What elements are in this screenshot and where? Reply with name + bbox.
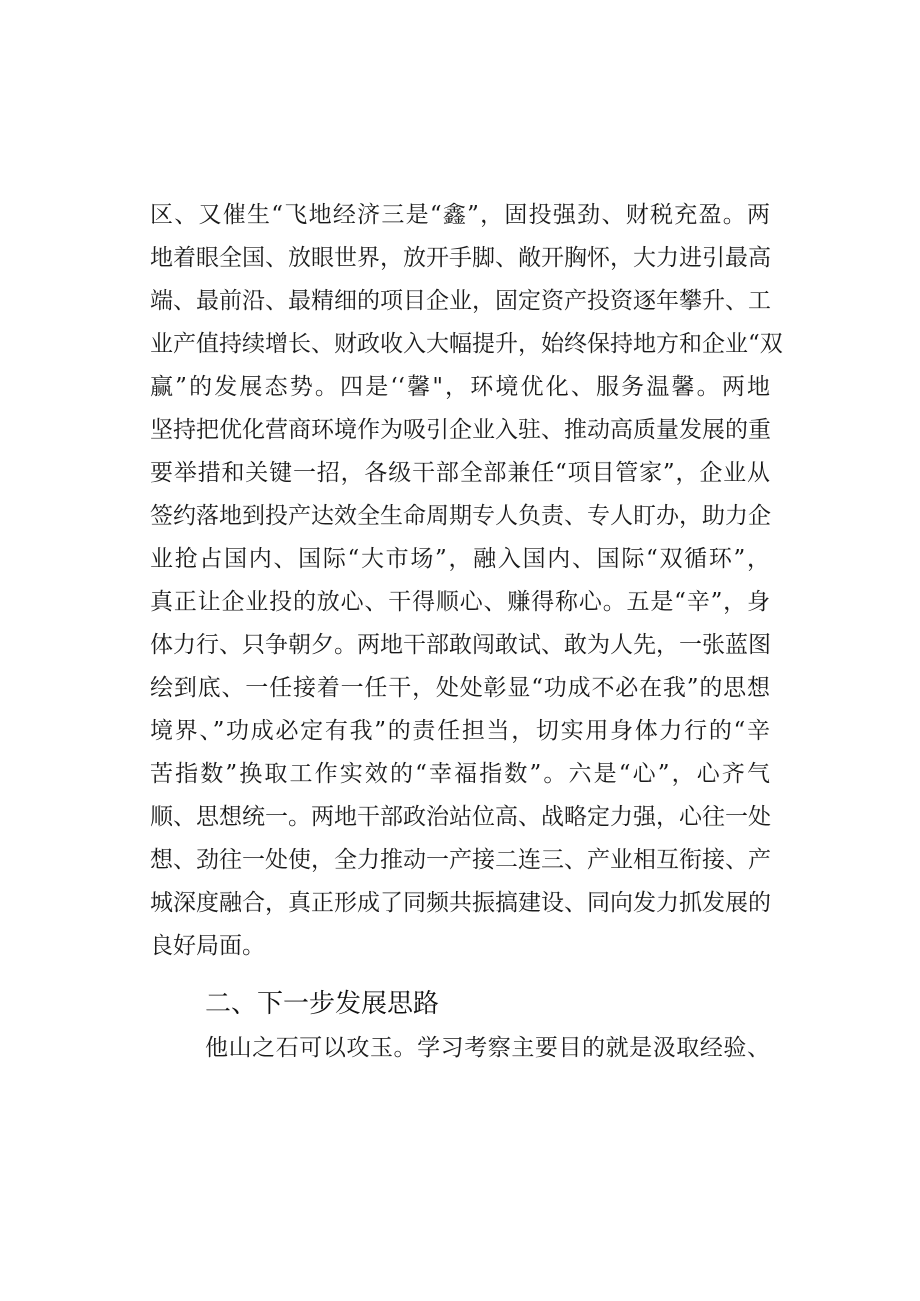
body-text-line: 端、最前沿、最精细的项目企业，固定资产投资逐年攀升、工 (150, 288, 771, 314)
body-text-line: 良好局面。 (150, 933, 265, 959)
body-text-line: 体力行、只争朝夕。两地干部敢闯敢试、敢为人先，一张蓝图 (150, 632, 771, 658)
body-text-line: 赢”的发展态势。四是‘‘馨"，环境优化、服务温馨。两地 (150, 374, 770, 400)
body-text-line: 坚持把优化营商环境作为吸引企业入驻、推动高质量发展的重 (150, 417, 771, 443)
body-text-line: 真正让企业投的放心、干得顺心、赚得称心。五是“辛”，身 (150, 589, 770, 615)
body-text-line: 签约落地到投产达效全生命周期专人负责、专人盯办，助力企 (150, 503, 771, 529)
body-text-line: 业产值持续增长、财政收入大幅提升，始终保持地方和企业“双 (150, 331, 783, 357)
body-text-line: 地着眼全国、放眼世界，放开手脚、敞开胸怀，大力进引最高 (150, 245, 771, 271)
body-text-line: 想、劲往一处使，全力推动一产接二连三、产业相互衔接、产 (150, 847, 771, 873)
body-text-line: 绘到底、一任接着一任干，处处彰显“功成不必在我”的思想 (150, 675, 770, 701)
paragraph-first-line: 他山之石可以攻玉。学习考察主要目的就是汲取经验、 (205, 1035, 770, 1061)
body-text-line: 城深度融合，真正形成了同频共振搞建设、同向发力抓发展的 (150, 890, 771, 916)
body-text-line: 顺、思想统一。两地干部政治站位高、战略定力强，心往一处 (150, 804, 771, 830)
section-heading: 二、下一步发展思路 (205, 989, 440, 1019)
body-text-line: 要举措和关键一招，各级干部全部兼任“项目管家”，企业从 (150, 460, 770, 486)
body-text-line: 苦指数”换取工作实效的“幸福指数”。六是“心”，心齐气 (150, 761, 770, 787)
body-text-line: 区、又催生“飞地经济三是“鑫”，固投强劲、财税充盈。两 (150, 202, 770, 228)
body-text-line: 境界、”功成必定有我”的责任担当，切实用身体力行的“辛 (150, 718, 770, 744)
body-text-line: 业抢占国内、国际“大市场”，融入国内、国际“双循环”， (150, 546, 770, 572)
